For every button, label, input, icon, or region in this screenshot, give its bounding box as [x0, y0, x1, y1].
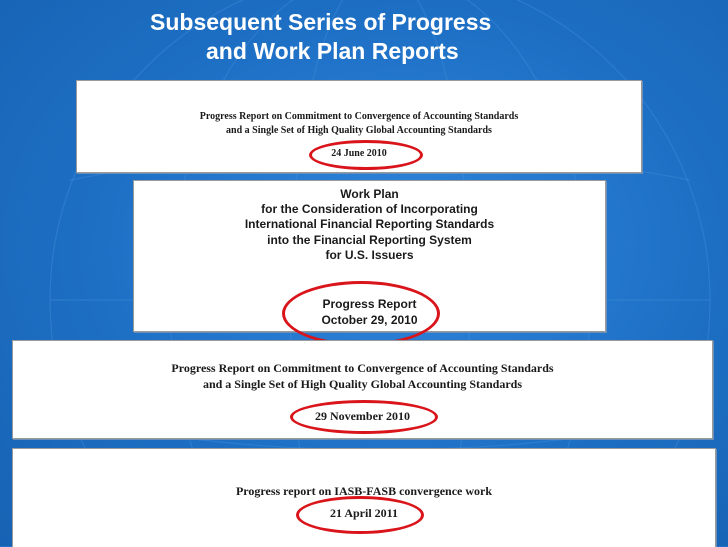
- progress-report-label: Progress Report: [322, 297, 417, 311]
- report-date: 29 November 2010: [314, 409, 411, 423]
- date-highlight-oval: [282, 281, 440, 346]
- report-title-line1: Progress report on IASB-FASB convergence work: [235, 484, 493, 498]
- work-plan-line: International Financial Reporting Standards: [244, 217, 495, 231]
- report-title-line1: Progress Report on Commitment to Convergence of Accounting Standards: [171, 361, 554, 375]
- report-title-line2: and a Single Set of High Quality Global Accounting Standards: [226, 125, 492, 136]
- date-highlight-oval: [309, 140, 423, 170]
- date-highlight-oval: [290, 400, 438, 434]
- work-plan-line: for U.S. Issuers: [325, 248, 414, 262]
- report-date: October 29, 2010: [321, 313, 418, 327]
- report-title-line1: Progress Report on Commitment to Convergence of Accounting Standards: [199, 111, 519, 122]
- work-plan-line: into the Financial Reporting System: [267, 233, 472, 247]
- work-plan-line: for the Consideration of Incorporating: [261, 202, 478, 216]
- report-title-line2: and a Single Set of High Quality Global Accounting Standards: [202, 377, 523, 391]
- slide-title-line1: Subsequent Series of Progress: [150, 9, 492, 35]
- report-date: 24 June 2010: [331, 148, 387, 159]
- date-highlight-oval: [296, 496, 424, 534]
- report-date: 21 April 2011: [329, 506, 398, 520]
- work-plan-line: Work Plan: [340, 187, 399, 201]
- slide-title-line2: and Work Plan Reports: [206, 38, 459, 64]
